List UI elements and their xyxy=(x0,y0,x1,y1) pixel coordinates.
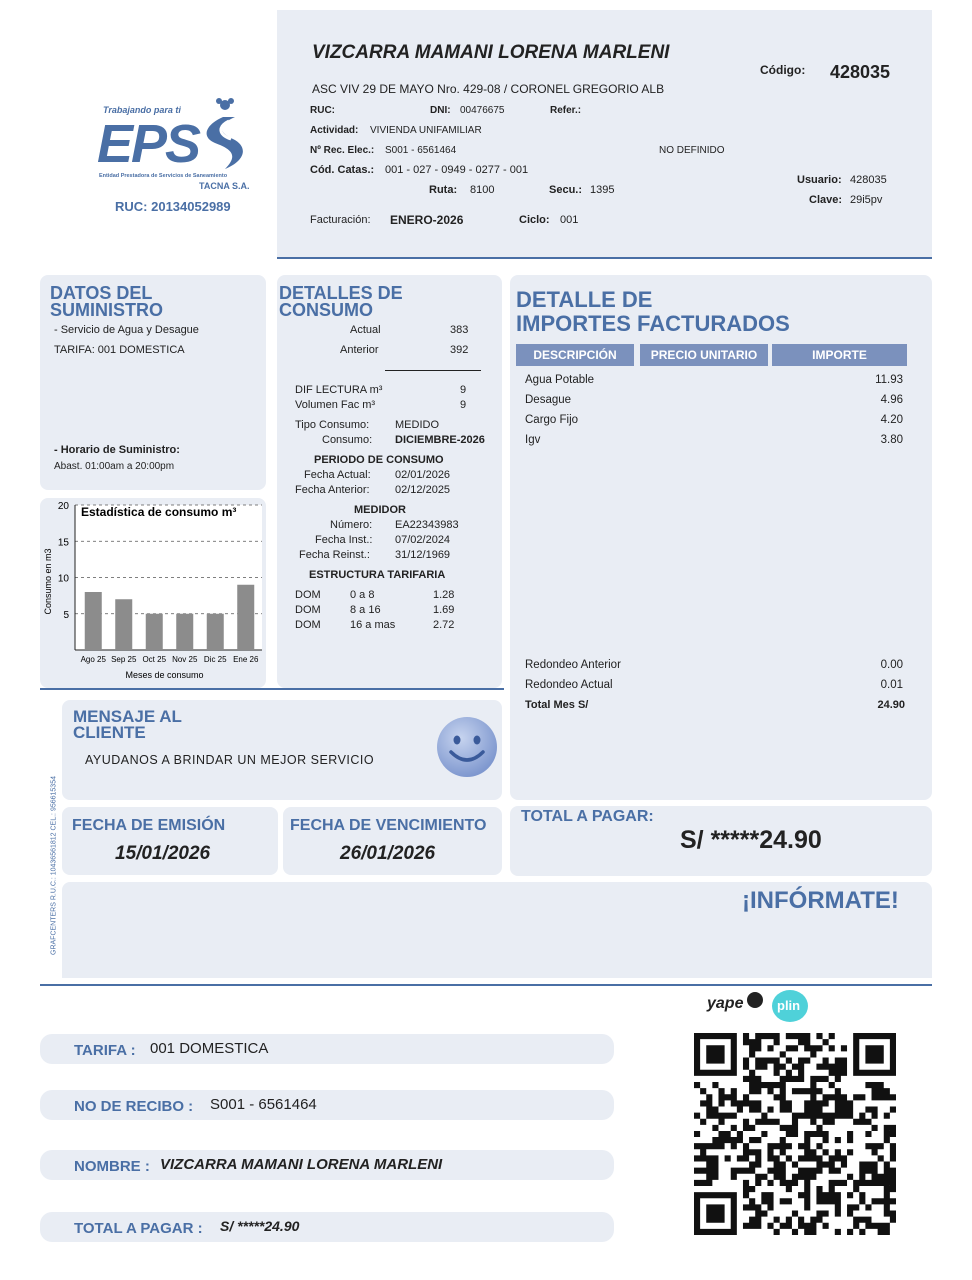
logo-tagline: Trabajando para ti xyxy=(103,105,181,115)
stub-recibo xyxy=(40,1090,614,1120)
reinst-label: Fecha Reinst.: xyxy=(299,549,370,561)
importe-row xyxy=(525,374,905,386)
chart-xtick-label: Oct 25 xyxy=(142,655,167,664)
stub-nombre-value: VIZCARRA MAMANI LORENA MARLENI xyxy=(160,1156,443,1173)
redondeo-actual-value: 0.01 xyxy=(880,679,903,691)
numero-label: Número: xyxy=(330,519,373,531)
consumo-chart xyxy=(40,498,266,688)
chart-bar xyxy=(176,614,193,650)
actual-label: Actual xyxy=(350,324,381,336)
cons-label: Consumo: xyxy=(322,434,373,446)
vol-label: Volumen Fac m³ xyxy=(295,399,376,411)
chart-ytick-label: 5 xyxy=(63,609,69,621)
tarifa-precio: 1.69 xyxy=(433,604,455,616)
codigo-value: 428035 xyxy=(830,62,891,82)
catas-label: Cód. Catas.: xyxy=(310,164,375,176)
chart-xlabel: Meses de consumo xyxy=(125,670,204,680)
logo-letters: EPS xyxy=(97,114,200,174)
water-drop-icon xyxy=(195,95,255,175)
mensaje-title-2: CLIENTE xyxy=(73,723,146,742)
importe-value: 3.80 xyxy=(880,434,903,446)
fecha-anterior-value: 02/12/2025 xyxy=(395,484,451,496)
plin-label: plin xyxy=(777,998,801,1013)
importes-title-2: IMPORTES FACTURADOS xyxy=(516,311,790,336)
chart-bar xyxy=(115,599,132,650)
importe-row xyxy=(525,414,905,426)
dni-value: 00476675 xyxy=(460,105,505,116)
horario-value: Abast. 01:00am a 20:00pm xyxy=(54,461,175,472)
fecha-anterior-label: Fecha Anterior: xyxy=(295,484,370,496)
horario-label: - Horario de Suministro: xyxy=(54,444,180,456)
ruta-label: Ruta: xyxy=(429,184,458,196)
tarifa-rango: 16 a mas xyxy=(350,619,396,631)
clave-label: Clave: xyxy=(809,194,843,206)
chart-bar xyxy=(146,614,163,650)
chart-ytick-label: 20 xyxy=(57,501,69,512)
anterior-label: Anterior xyxy=(340,344,379,356)
chart-xtick-label: Dic 25 xyxy=(203,655,227,664)
suministro-tarifa: TARIFA: 001 DOMESTICA xyxy=(54,344,185,356)
codigo-label: Código: xyxy=(760,63,806,77)
col-precio-unitario: PRECIO UNITARIO xyxy=(640,344,768,366)
stub-tarifa xyxy=(40,1034,614,1064)
total-label: TOTAL A PAGAR: xyxy=(521,808,654,825)
stub-total-label: TOTAL A PAGAR : xyxy=(74,1220,203,1237)
vencimiento-label: FECHA DE VENCIMIENTO xyxy=(290,817,487,834)
tarifa-row xyxy=(295,619,495,634)
chart-xtick-label: Sep 25 xyxy=(111,655,137,664)
tarifa-precio: 2.72 xyxy=(433,619,455,631)
qr-finder xyxy=(697,1036,734,1073)
inst-label: Fecha Inst.: xyxy=(315,534,373,546)
no-definido: NO DEFINIDO xyxy=(659,145,725,156)
chart-ylabel: Consumo en m3 xyxy=(43,548,53,615)
col-descripcion: DESCRIPCIÓN xyxy=(516,344,634,366)
chart-bar xyxy=(85,592,102,650)
tarifa-tipo: DOM xyxy=(295,604,321,616)
tarifa-tipo: DOM xyxy=(295,619,321,631)
qr-finder xyxy=(697,1195,734,1232)
total-mes-label: Total Mes S/ xyxy=(525,699,589,711)
mensaje-text: AYUDANOS A BRINDAR UN MEJOR SERVICIO xyxy=(85,753,375,767)
stub-total-value: S/ *****24.90 xyxy=(220,1218,300,1234)
importes-title-1: DETALLE DE xyxy=(516,287,653,312)
actividad-label: Actividad: xyxy=(310,125,359,136)
tarifa-rango: 8 a 16 xyxy=(350,604,381,616)
actual-value: 383 xyxy=(450,324,469,336)
lectura-divider xyxy=(385,370,481,371)
yape-badge-icon xyxy=(747,992,763,1008)
qr-code[interactable] xyxy=(694,1033,896,1235)
tipo-value: MEDIDO xyxy=(395,419,439,431)
importe-desc: Agua Potable xyxy=(525,374,595,386)
redondeo-anterior-row xyxy=(525,659,905,671)
usuario-value: 428035 xyxy=(850,174,887,186)
vencimiento-value: 26/01/2026 xyxy=(340,843,436,864)
emision-label: FECHA DE EMISIÓN xyxy=(72,817,226,834)
stub-total xyxy=(40,1212,614,1242)
refer-label: Refer.: xyxy=(550,105,582,116)
redondeo-anterior-label: Redondeo Anterior xyxy=(525,659,621,671)
col-importe: IMPORTE xyxy=(772,344,907,366)
stub-recibo-value: S001 - 6561464 xyxy=(210,1096,317,1113)
ruta-value: 8100 xyxy=(470,184,495,196)
facturacion-label: Facturación: xyxy=(310,214,371,226)
importe-desc: Cargo Fijo xyxy=(525,414,579,426)
mensaje-title-1: MENSAJE AL xyxy=(73,707,182,726)
dif-value: 9 xyxy=(460,384,467,396)
tipo-label: Tipo Consumo: xyxy=(295,419,370,431)
printer-side-text: GRAFCENTERS R.U.C.: 10436561812 CEL.: 956615354 xyxy=(50,776,58,955)
importe-desc: Desague xyxy=(525,394,572,406)
chart-xtick-label: Ago 25 xyxy=(80,655,106,664)
importe-value: 4.20 xyxy=(880,414,903,426)
nrec-label: Nº Rec. Elec.: xyxy=(310,145,375,156)
suministro-title-2: SUMINISTRO xyxy=(50,300,164,320)
importe-value: 4.96 xyxy=(880,394,903,406)
chart-title: Estadística de consumo m³ xyxy=(81,505,237,519)
clave-value: 29i5pv xyxy=(850,194,883,206)
total-value: S/ *****24.90 xyxy=(680,826,822,854)
redondeo-anterior-value: 0.00 xyxy=(880,659,903,671)
importe-value: 11.93 xyxy=(875,374,903,386)
dni-label: DNI: xyxy=(430,105,451,116)
tarifa-row xyxy=(295,604,495,619)
vol-value: 9 xyxy=(460,399,467,411)
chart-bar xyxy=(237,585,254,650)
bottom-rule xyxy=(40,984,932,986)
dif-label: DIF LECTURA m³ xyxy=(295,384,383,396)
yape-logo xyxy=(705,990,765,1020)
importe-row xyxy=(525,394,905,406)
chart-bar xyxy=(207,614,224,650)
stub-tarifa-value: 001 DOMESTICA xyxy=(150,1040,269,1057)
catas-value: 001 - 027 - 0949 - 0277 - 001 xyxy=(385,164,529,176)
customer-address: ASC VIV 29 DE MAYO Nro. 429-08 / CORONEL GREGORIO ALB xyxy=(312,82,665,96)
qr-finder xyxy=(856,1036,893,1073)
redondeo-actual-row xyxy=(525,679,905,691)
redondeo-actual-label: Redondeo Actual xyxy=(525,679,613,691)
stub-recibo-label: NO DE RECIBO : xyxy=(74,1098,194,1115)
cons-value: DICIEMBRE-2026 xyxy=(395,434,485,446)
suministro-title-1: DATOS DEL xyxy=(50,283,153,303)
logo-ruc: RUC: 20134052989 xyxy=(115,199,231,214)
stub-nombre xyxy=(40,1150,614,1180)
stub-nombre-label: NOMBRE : xyxy=(74,1158,150,1175)
consumo-title-2: CONSUMO xyxy=(279,300,373,320)
yape-label: yape xyxy=(707,995,744,1012)
fecha-actual-label: Fecha Actual: xyxy=(304,469,371,481)
ciclo-value: 001 xyxy=(560,214,579,226)
chart-xtick-label: Nov 25 xyxy=(172,655,198,664)
actividad-value: VIVIENDA UNIFAMILIAR xyxy=(370,125,482,136)
chart-ytick-label: 10 xyxy=(57,573,69,585)
stub-tarifa-label: TARIFA : xyxy=(74,1042,136,1059)
consumo-title-1: DETALLES DE xyxy=(279,283,403,303)
smiley-icon xyxy=(436,716,498,778)
suministro-servicio: - Servicio de Agua y Desague xyxy=(54,324,199,336)
tarifa-row xyxy=(295,589,495,604)
header-rule xyxy=(277,257,932,259)
fecha-actual-value: 02/01/2026 xyxy=(395,469,451,481)
total-mes-row xyxy=(525,699,905,711)
tarifa-tipo: DOM xyxy=(295,589,321,601)
estructura-title: ESTRUCTURA TARIFARIA xyxy=(309,569,446,581)
chart-ytick-label: 15 xyxy=(57,537,69,549)
reinst-value: 31/12/1969 xyxy=(395,549,451,561)
mid-rule xyxy=(40,688,504,690)
importe-row xyxy=(525,434,905,446)
plin-logo xyxy=(772,990,808,1022)
tarifa-precio: 1.28 xyxy=(433,589,455,601)
logo-subtitle: Entidad Prestadora de Servicios de Saneamiento xyxy=(99,173,228,179)
medidor-title: MEDIDOR xyxy=(354,504,406,516)
nrec-value: S001 - 6561464 xyxy=(385,145,457,156)
chart-xtick-label: Ene 26 xyxy=(233,655,259,664)
importe-desc: Igv xyxy=(525,434,541,446)
anterior-value: 392 xyxy=(450,344,469,356)
customer-name: VIZCARRA MAMANI LORENA MARLENI xyxy=(312,42,670,63)
inst-value: 07/02/2024 xyxy=(395,534,451,546)
periodo-title: PERIODO DE CONSUMO xyxy=(314,454,444,466)
ciclo-label: Ciclo: xyxy=(519,214,550,226)
secu-value: 1395 xyxy=(590,184,615,196)
logo-city: TACNA S.A. xyxy=(199,181,250,191)
emision-value: 15/01/2026 xyxy=(115,843,211,864)
numero-value: EA22343983 xyxy=(395,519,459,531)
usuario-label: Usuario: xyxy=(797,174,842,186)
total-mes-value: 24.90 xyxy=(877,699,905,711)
secu-label: Secu.: xyxy=(549,184,583,196)
company-logo xyxy=(95,95,260,220)
informate-title: ¡INFÓRMATE! xyxy=(742,887,899,914)
tarifa-rango: 0 a 8 xyxy=(350,589,375,601)
ruc-label: RUC: xyxy=(310,105,335,116)
facturacion-value: ENERO-2026 xyxy=(390,213,464,227)
